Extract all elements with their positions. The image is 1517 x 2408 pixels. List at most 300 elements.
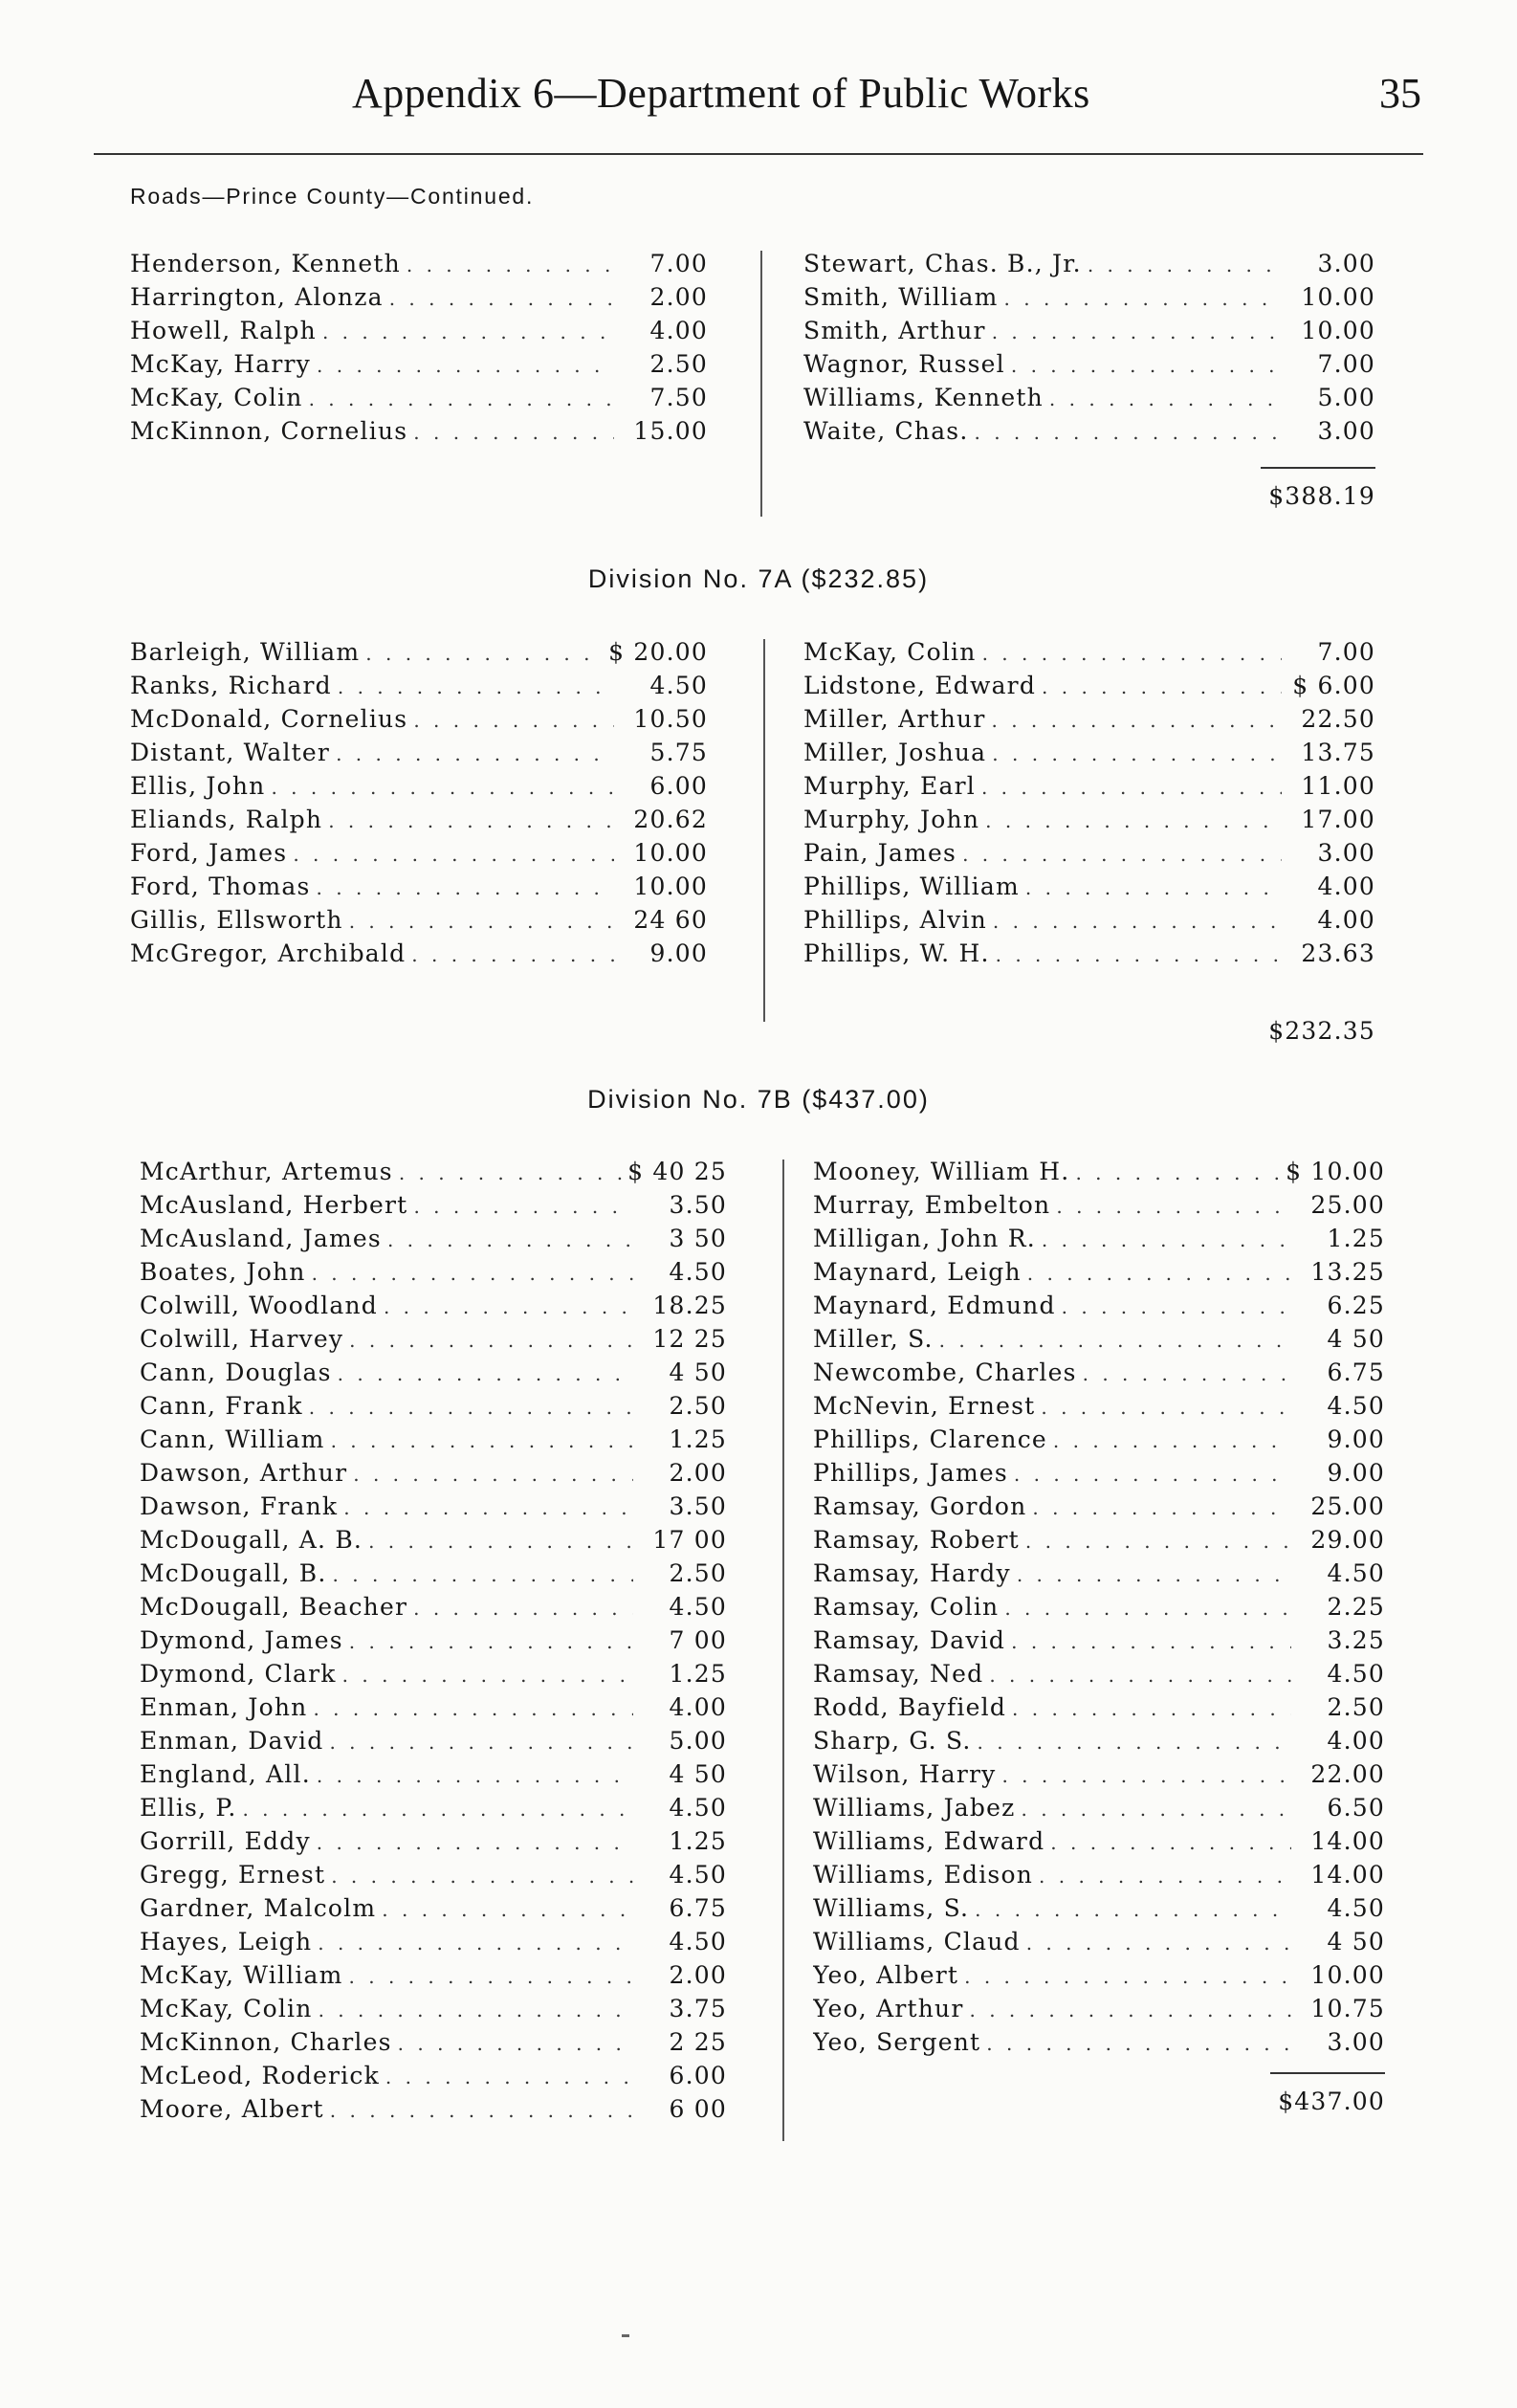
dot-leader <box>319 1994 633 2025</box>
payee-name: Dymond, James <box>140 1626 343 1654</box>
dot-leader <box>1042 671 1282 702</box>
payee-name: McKinnon, Charles <box>140 2028 392 2056</box>
payment-amount: 6.25 <box>1327 1292 1385 1319</box>
ledger-row <box>130 937 708 970</box>
dot-leader <box>349 1960 633 1992</box>
dot-leader <box>317 349 614 381</box>
payment-amount: 4.50 <box>1327 1559 1385 1587</box>
payee-name: Enman, David <box>140 1727 324 1755</box>
dot-leader <box>1075 1157 1280 1188</box>
ledger-row <box>130 702 708 736</box>
payee-name: Miller, S. <box>813 1325 934 1353</box>
dot-leader <box>1011 349 1282 381</box>
payee-name: McKay, Colin <box>140 1995 313 2022</box>
payee-name: Miller, Arthur <box>803 705 986 733</box>
dot-leader <box>1025 872 1282 903</box>
payment-amount: 29.00 <box>1310 1526 1385 1554</box>
ledger-row <box>140 1155 727 1188</box>
division-7b-right-list <box>813 1155 1385 2059</box>
division-7a-total <box>1186 1017 1375 1045</box>
payee-name: Miller, Joshua <box>803 739 987 766</box>
payee-name: Murray, Embelton <box>813 1191 1051 1219</box>
payment-amount: 10.75 <box>1310 1995 1385 2022</box>
payee-name: Ford, Thomas <box>130 873 311 900</box>
dot-leader <box>1011 1625 1291 1657</box>
ledger-row <box>813 1624 1385 1657</box>
ledger-row <box>813 1490 1385 1523</box>
dot-leader <box>309 1391 633 1423</box>
ledger-row <box>140 1791 727 1824</box>
dot-leader <box>1042 1224 1291 1255</box>
payment-amount: 4.50 <box>669 1593 727 1621</box>
payee-name: Maynard, Edmund <box>813 1292 1056 1319</box>
dot-leader <box>1025 1525 1291 1557</box>
payee-name: Cann, Frank <box>140 1392 303 1420</box>
ledger-row <box>130 903 708 937</box>
payee-name: Phillips, William <box>803 873 1020 900</box>
payee-name: McKay, William <box>140 1961 343 1989</box>
payee-name: Ramsay, Hardy <box>813 1559 1011 1587</box>
dot-leader <box>1039 1860 1291 1891</box>
payee-name: Ramsay, Robert <box>813 1526 1020 1554</box>
dot-leader <box>336 738 614 769</box>
column-divider <box>760 251 762 517</box>
payment-amount: 3.50 <box>669 1492 727 1520</box>
dot-leader <box>1004 1592 1291 1624</box>
payment-amount: 22.00 <box>1310 1760 1385 1788</box>
payee-name: Williams, Edison <box>813 1861 1034 1889</box>
payment-amount: 15.00 <box>633 417 708 445</box>
payment-amount: 4.50 <box>1327 1660 1385 1688</box>
ledger-row <box>803 381 1375 414</box>
payment-amount: 24 60 <box>633 906 708 934</box>
dot-leader <box>342 1659 633 1690</box>
dot-leader <box>384 1291 633 1322</box>
ledger-row <box>140 1289 727 1322</box>
ledger-row <box>130 314 708 347</box>
dot-leader <box>939 1324 1291 1356</box>
payment-amount: 2.50 <box>669 1392 727 1420</box>
ledger-row <box>140 1858 727 1891</box>
payee-name: McDougall, B. <box>140 1559 327 1587</box>
dot-leader <box>1032 1491 1291 1523</box>
payee-name: Phillips, Alvin <box>803 906 987 934</box>
payee-name: Harrington, Alonza <box>130 283 384 311</box>
dot-leader <box>407 249 614 280</box>
dot-leader <box>330 2094 633 2126</box>
dot-leader <box>1041 1391 1291 1423</box>
division-7a-heading: Division No. 7A ($232.85) <box>587 564 930 593</box>
payee-name: Colwill, Woodland <box>140 1292 378 1319</box>
payment-amount: 4.50 <box>1327 1392 1385 1420</box>
ledger-row <box>803 736 1375 769</box>
payee-name: Distant, Walter <box>130 739 331 766</box>
total-rule <box>1261 467 1375 469</box>
division-7b-left-list <box>140 1155 727 2126</box>
dot-leader <box>411 939 614 970</box>
payee-name: Cann, William <box>140 1425 325 1453</box>
payment-amount: 5.75 <box>649 739 708 766</box>
payee-name: McArthur, Artemus <box>140 1158 393 1185</box>
ledger-row <box>140 1724 727 1757</box>
payment-amount: 4 50 <box>1327 1325 1385 1353</box>
payment-amount: 4.00 <box>669 1693 727 1721</box>
payment-amount: 2.50 <box>649 350 708 378</box>
payment-amount: 25.00 <box>1310 1191 1385 1219</box>
payee-name: Phillips, James <box>813 1459 1008 1487</box>
dot-leader <box>382 1893 633 1925</box>
payment-amount: 18.25 <box>652 1292 727 1319</box>
dot-leader <box>349 1625 633 1657</box>
dot-leader <box>989 1659 1291 1690</box>
dot-leader <box>1026 1927 1291 1958</box>
dot-leader <box>1050 1826 1291 1858</box>
payment-amount: 9.00 <box>1327 1425 1385 1453</box>
payment-amount: 4.50 <box>669 1928 727 1955</box>
division-7b-total-amount: $437.00 <box>1278 2088 1385 2115</box>
payment-amount: 4.50 <box>669 1794 727 1822</box>
ledger-row <box>130 414 708 448</box>
payment-amount: $ 40 25 <box>627 1158 727 1185</box>
payee-name: Gillis, Ellsworth <box>130 906 343 934</box>
ledger-row <box>140 1925 727 1958</box>
payment-amount: 4.00 <box>1317 906 1375 934</box>
division-7a-total-amount: $232.35 <box>1268 1017 1375 1045</box>
ledger-row <box>130 280 708 314</box>
payment-amount: 7.50 <box>649 384 708 411</box>
dot-leader <box>992 316 1282 347</box>
payment-amount: 6 00 <box>669 2095 727 2123</box>
payment-amount: 2 25 <box>669 2028 727 2056</box>
payment-amount: 4 50 <box>1327 1928 1385 1955</box>
payee-name: McDonald, Cornelius <box>130 705 408 733</box>
ledger-row <box>813 1858 1385 1891</box>
top-left-list <box>130 247 708 448</box>
payee-name: Ellis, P. <box>140 1794 237 1822</box>
top-right-list <box>803 247 1375 448</box>
ledger-row <box>803 702 1375 736</box>
ledger-row <box>140 1624 727 1657</box>
ledger-row <box>140 1958 727 1992</box>
payee-name: Eliands, Ralph <box>130 806 323 833</box>
payment-amount: 10.00 <box>1301 283 1375 311</box>
dot-leader <box>329 1726 633 1757</box>
payee-name: Stewart, Chas. B., Jr. <box>803 250 1082 277</box>
ledger-row <box>130 836 708 870</box>
division-7a-right-list <box>803 635 1375 970</box>
payment-amount: 4.00 <box>1317 873 1375 900</box>
dot-leader <box>317 872 614 903</box>
dot-leader <box>312 1257 633 1289</box>
payment-amount: 3.00 <box>1327 2028 1385 2056</box>
ledger-row <box>130 669 708 702</box>
ledger-row <box>803 414 1375 448</box>
dot-leader <box>333 1558 633 1590</box>
payee-name: Colwill, Harvey <box>140 1325 344 1353</box>
payment-amount: 4 50 <box>669 1760 727 1788</box>
payment-amount: 7 00 <box>669 1626 727 1654</box>
payee-name: Hayes, Leigh <box>140 1928 313 1955</box>
payment-amount: 2.00 <box>669 1459 727 1487</box>
payee-name: Murphy, John <box>803 806 980 833</box>
dot-leader <box>974 416 1282 448</box>
payee-name: Boates, John <box>140 1258 306 1286</box>
total-rule <box>1270 2072 1385 2074</box>
payment-amount: 3.50 <box>669 1191 727 1219</box>
ledger-row <box>813 1590 1385 1624</box>
dot-leader <box>1083 1358 1291 1389</box>
payment-amount: 7.00 <box>1317 638 1375 666</box>
payee-name: McNevin, Ernest <box>813 1392 1036 1420</box>
payee-name: Yeo, Arthur <box>813 1995 964 2022</box>
payee-name: Ramsay, Gordon <box>813 1492 1027 1520</box>
payment-amount: 4.50 <box>669 1258 727 1286</box>
payee-name: McKinnon, Cornelius <box>130 417 408 445</box>
payment-amount: 7.00 <box>1317 350 1375 378</box>
ledger-row <box>140 1423 727 1456</box>
ledger-row <box>803 870 1375 903</box>
payment-amount: 4.50 <box>649 672 708 699</box>
ledger-row <box>813 1992 1385 2025</box>
ledger-row <box>813 1322 1385 1356</box>
division-7a-left-list <box>130 635 708 970</box>
ledger-row <box>813 2025 1385 2059</box>
payee-name: McAusland, James <box>140 1225 382 1252</box>
payment-amount: 22.50 <box>1301 705 1375 733</box>
payment-amount: 6.00 <box>669 2062 727 2089</box>
dot-leader <box>317 1826 633 1858</box>
ledger-row <box>803 347 1375 381</box>
payee-name: Gregg, Ernest <box>140 1861 326 1889</box>
dot-leader <box>343 1491 633 1523</box>
ledger-row <box>140 1757 727 1791</box>
ledger-row <box>813 1523 1385 1557</box>
payment-amount: 6.75 <box>669 1894 727 1922</box>
dot-leader <box>293 838 614 870</box>
dot-leader <box>986 2027 1291 2059</box>
payment-amount: 2.00 <box>669 1961 727 1989</box>
payee-name: Henderson, Kenneth <box>130 250 401 277</box>
dot-leader <box>964 1960 1291 1992</box>
dot-leader <box>413 704 614 736</box>
dot-leader <box>978 1726 1291 1757</box>
payment-amount: 4.00 <box>1327 1727 1385 1755</box>
column-divider <box>763 639 765 1022</box>
payment-amount: 6.50 <box>1327 1794 1385 1822</box>
dot-leader <box>368 1525 633 1557</box>
ledger-row <box>813 1423 1385 1456</box>
dot-leader <box>365 637 603 669</box>
payment-amount: 3.25 <box>1327 1626 1385 1654</box>
payee-name: Moore, Albert <box>140 2095 324 2123</box>
ledger-row <box>803 937 1375 970</box>
dot-leader <box>1027 1257 1291 1289</box>
dot-leader <box>1053 1425 1291 1456</box>
payee-name: Williams, S. <box>813 1894 970 1922</box>
payment-amount: $ 6.00 <box>1292 672 1375 699</box>
dot-leader <box>1012 1692 1291 1724</box>
ledger-row <box>140 2092 727 2126</box>
dot-leader <box>993 905 1282 937</box>
dot-leader <box>331 1860 633 1891</box>
payee-name: McKay, Colin <box>130 384 303 411</box>
payee-name: McKay, Colin <box>803 638 977 666</box>
payee-name: Smith, William <box>803 283 999 311</box>
ledger-row <box>140 1590 727 1624</box>
dot-leader <box>317 1759 633 1791</box>
payee-name: Pain, James <box>803 839 957 867</box>
payee-name: Wagnor, Russel <box>803 350 1005 378</box>
ledger-row <box>140 1523 727 1557</box>
payment-amount: 12 25 <box>652 1325 727 1353</box>
dot-leader <box>962 838 1282 870</box>
ledger-row <box>803 803 1375 836</box>
payee-name: Dawson, Frank <box>140 1492 339 1520</box>
dot-leader <box>1017 1558 1291 1590</box>
payment-amount: 10.00 <box>1310 1961 1385 1989</box>
dot-leader <box>1088 249 1282 280</box>
ledger-row <box>813 1824 1385 1858</box>
payment-amount: 10.00 <box>1301 317 1375 344</box>
payee-name: Howell, Ralph <box>130 317 317 344</box>
dot-leader <box>318 1927 633 1958</box>
payee-name: Cann, Douglas <box>140 1359 332 1386</box>
payment-amount: 1.25 <box>1327 1225 1385 1252</box>
ledger-row <box>803 769 1375 803</box>
payee-name: Dymond, Clark <box>140 1660 337 1688</box>
page-number: 35 <box>1379 70 1421 117</box>
dot-leader <box>1021 1793 1291 1824</box>
dot-leader <box>985 805 1282 836</box>
payee-name: Barleigh, William <box>130 638 361 666</box>
ledger-row <box>813 1356 1385 1389</box>
payee-name: Ramsay, Colin <box>813 1593 1000 1621</box>
dot-leader <box>413 1190 633 1222</box>
payee-name: Ford, James <box>130 839 288 867</box>
payee-name: Phillips, W. H. <box>803 939 990 967</box>
payee-name: Newcombe, Charles <box>813 1359 1077 1386</box>
payment-amount: 2.00 <box>649 283 708 311</box>
payee-name: McDougall, A. B. <box>140 1526 363 1554</box>
payee-name: Murphy, Earl <box>803 772 976 800</box>
ledger-row <box>140 1255 727 1289</box>
ledger-row <box>803 903 1375 937</box>
dot-leader <box>331 1425 633 1456</box>
ledger-row <box>813 1557 1385 1590</box>
payee-name: McDougall, Beacher <box>140 1593 408 1621</box>
dot-leader <box>309 383 614 414</box>
dot-leader <box>271 771 614 803</box>
ledger-row <box>813 1690 1385 1724</box>
ledger-row <box>813 1188 1385 1222</box>
payee-name: Williams, Jabez <box>813 1794 1016 1822</box>
payee-name: McAusland, Herbert <box>140 1191 408 1219</box>
payment-amount: 13.25 <box>1310 1258 1385 1286</box>
page-title: Appendix 6—Department of Public Works <box>352 70 1090 117</box>
payee-name: Williams, Edward <box>813 1827 1045 1855</box>
dot-leader <box>413 1592 633 1624</box>
dot-leader <box>322 316 614 347</box>
ledger-row <box>130 635 708 669</box>
payee-name: Dawson, Arthur <box>140 1459 348 1487</box>
print-speck <box>622 2334 629 2337</box>
ledger-row <box>130 803 708 836</box>
ledger-row <box>803 836 1375 870</box>
ledger-row <box>813 1657 1385 1690</box>
ledger-row <box>140 1322 727 1356</box>
payment-amount: 5.00 <box>1317 384 1375 411</box>
payment-amount: 1.25 <box>669 1827 727 1855</box>
dot-leader <box>969 1994 1291 2025</box>
payment-amount: 11.00 <box>1301 772 1375 800</box>
dot-leader <box>996 939 1282 970</box>
payee-name: Gorrill, Eddy <box>140 1827 311 1855</box>
payment-amount: 2.25 <box>1327 1593 1385 1621</box>
payee-name: Smith, Arthur <box>803 317 986 344</box>
section-subheading: Roads—Prince County—Continued. <box>130 184 535 209</box>
payment-amount: 2.50 <box>1327 1693 1385 1721</box>
payee-name: Rodd, Bayfield <box>813 1693 1007 1721</box>
dot-leader <box>385 2061 633 2092</box>
payment-amount: 23.63 <box>1301 939 1375 967</box>
dot-leader <box>399 1157 622 1188</box>
ledger-row <box>140 1657 727 1690</box>
ledger-row <box>130 870 708 903</box>
dot-leader <box>1001 1759 1291 1791</box>
dot-leader <box>1014 1458 1291 1490</box>
dot-leader <box>349 905 614 937</box>
payment-amount: 3.00 <box>1317 250 1375 277</box>
payment-amount: $ 20.00 <box>608 638 708 666</box>
ledger-row <box>813 1891 1385 1925</box>
payment-amount: 3 50 <box>669 1225 727 1252</box>
ledger-row <box>813 1389 1385 1423</box>
payment-amount: 1.25 <box>669 1660 727 1688</box>
dot-leader <box>328 805 614 836</box>
ledger-row <box>813 1724 1385 1757</box>
ledger-row <box>130 347 708 381</box>
ledger-row <box>803 635 1375 669</box>
payment-amount: 10.00 <box>633 839 708 867</box>
payment-amount: 4.00 <box>649 317 708 344</box>
payee-name: Enman, John <box>140 1693 308 1721</box>
payee-name: Mooney, William H. <box>813 1158 1070 1185</box>
ledger-row <box>140 1557 727 1590</box>
payee-name: Sharp, G. S. <box>813 1727 972 1755</box>
ledger-row <box>803 247 1375 280</box>
ledger-row <box>803 314 1375 347</box>
ledger-row <box>813 1289 1385 1322</box>
dot-leader <box>982 637 1282 669</box>
ledger-row <box>130 381 708 414</box>
ledger-row <box>813 1958 1385 1992</box>
dot-leader <box>992 738 1282 769</box>
payment-amount: 3.75 <box>669 1995 727 2022</box>
ledger-row <box>140 1389 727 1423</box>
dot-leader <box>338 671 614 702</box>
payment-amount: 4.50 <box>1327 1894 1385 1922</box>
dot-leader <box>242 1793 633 1824</box>
payee-name: Waite, Chas. <box>803 417 969 445</box>
ledger-row <box>813 1456 1385 1490</box>
ledger-row <box>813 1791 1385 1824</box>
ledger-row <box>140 2059 727 2092</box>
ledger-row <box>140 1188 727 1222</box>
dot-leader <box>975 1893 1291 1925</box>
payment-amount: 14.00 <box>1310 1861 1385 1889</box>
ledger-row <box>130 247 708 280</box>
ledger-row <box>813 1222 1385 1255</box>
